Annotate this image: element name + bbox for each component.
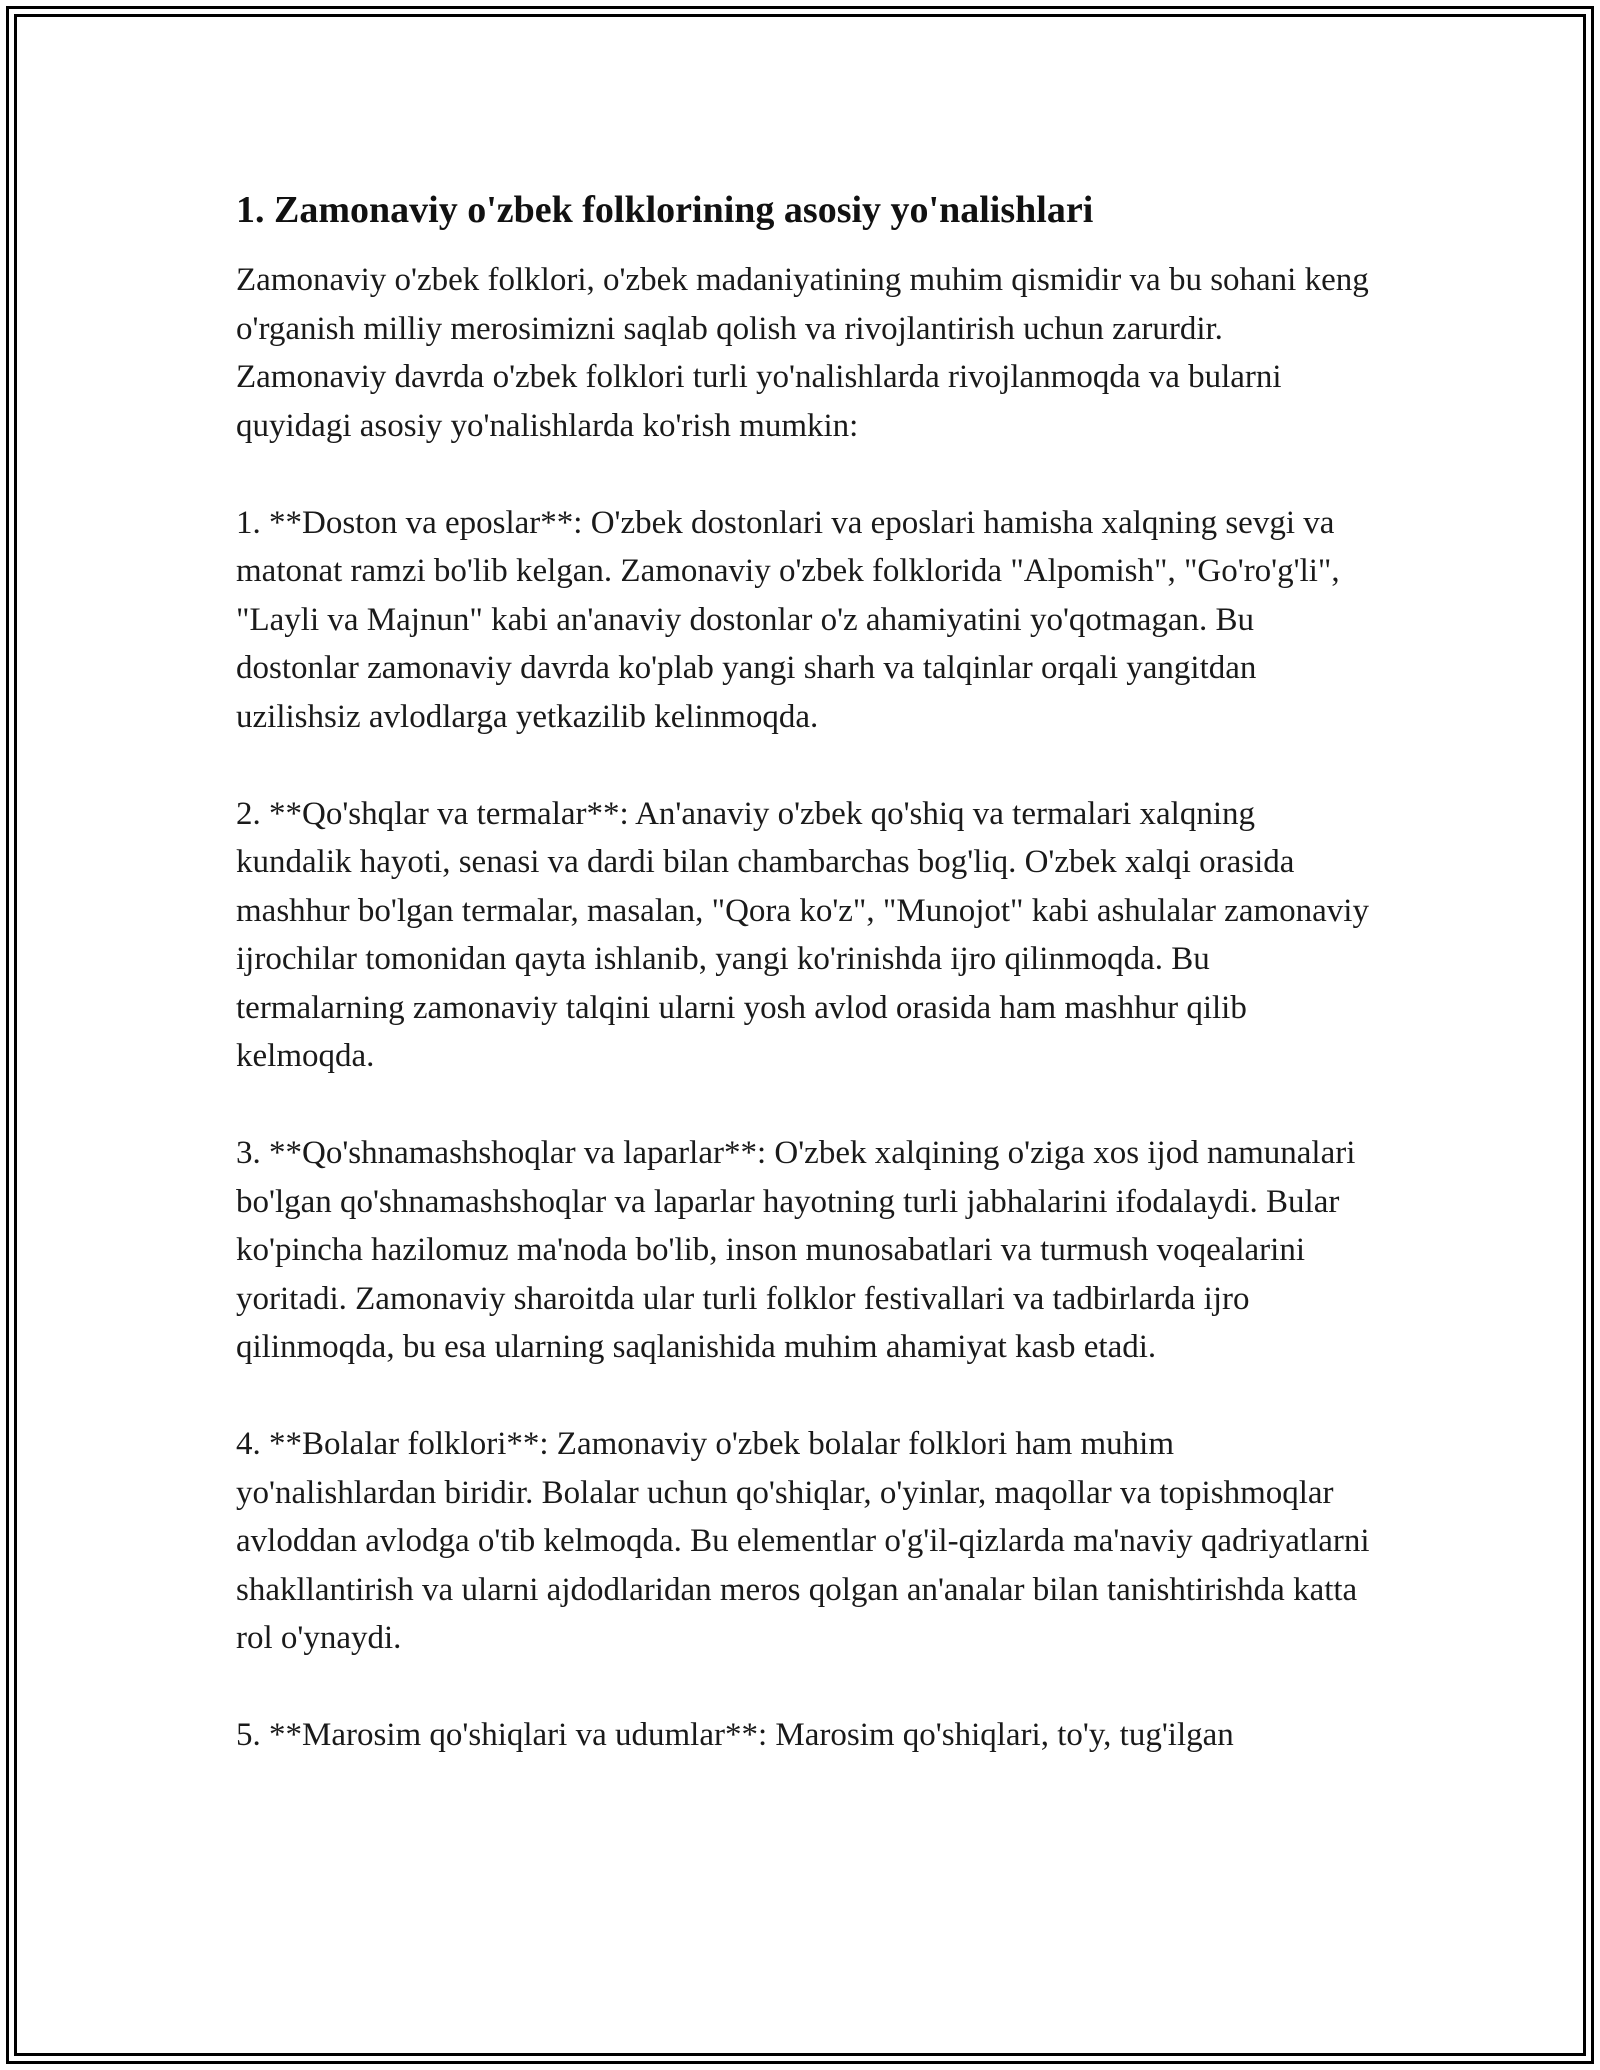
paragraph-marosim-qoshiqlari: 5. **Marosim qo'shiqlari va udumlar**: Marosim qo'shiqlari, to'y, tug'ilgan	[236, 1717, 1234, 1753]
paragraph-doston-eposlar: 1. **Doston va eposlar**: O'zbek dostonlari va eposlari hamisha xalqning sevgi va matonat ramzi bo'lib kelgan. Zamonaviy o'zbek folklorida "Alpomish", "Go'ro'g'li", "Layli va Majnun" kabi an'anaviy dostonlar o'z ahamiyatini yo'qotmagan. Bu dostonlar zamonaviy davrda ko'plab yangi sharh va talqinlar orqali yangitdan uzilishsiz avlodlarga yetkazilib kelinmoqda.	[236, 504, 1340, 735]
paragraph-bolalar-folklori: 4. **Bolalar folklori**: Zamonaviy o'zbek bolalar folklori ham muhim yo'nalishlardan biridir. Bolalar uchun qo'shiqlar, o'yinlar, maqollar va topishmoqlar avloddan avlodga o'tib kelmoqda. Bu elementlar o'g'il-qizlarda ma'naviy qadriyatlarni shakllantirish va ularni ajdodlaridan meros qolgan an'analar bilan tanishtirishda katta rol o'ynaydi.	[236, 1426, 1370, 1656]
intro-paragraph: Zamonaviy o'zbek folklori, o'zbek madaniyatining muhim qismidir va bu sohani keng o'rganish milliy merosimizni saqlab qolish va rivojlantirish uchun zarurdir. Zamonaviy davrda o'zbek folklori turli yo'nalishlarda rivojlanmoqda va bularni quyidagi asosiy yo'nalishlarda ko'rish mumkin:	[236, 262, 1369, 444]
paragraph-qoshiqlar-termalar: 2. **Qo'shqlar va termalar**: An'anaviy o'zbek qo'shiq va termalari xalqning kundalik hayoti, senasi va dardi bilan chambarchas bog'liq. O'zbek xalqi orasida mashhur bo'lgan termalar, masalan, "Qora ko'z", "Munojot" kabi ashulalar zamonaviy ijrochilar tomonidan qayta ishlanib, yangi ko'rinishda ijro qilinmoqda. Bu termalarning zamonaviy talqini ularni yosh avlod orasida ham mashhur qilib kelmoqda.	[236, 795, 1369, 1074]
paragraph-qoshnamashshoqlar-laparlar: 3. **Qo'shnamashshoqlar va laparlar**: O'zbek xalqining o'ziga xos ijod namunalari bo'lgan qo'shnamashshoqlar va laparlar hayotning turli jabhalarini ifodalaydi. Bular ko'pincha hazilomuz ma'noda bo'lib, inson munosabatlari va turmush voqealarini yoritadi. Zamonaviy sharoitda ular turli folklor festivallari va tadbirlarda ijro qilinmoqda, bu esa ularning saqlanishida muhim ahamiyat kasb etadi.	[236, 1135, 1356, 1365]
document-title: 1. Zamonaviy o'zbek folklorining asosiy yo'nalishlari	[236, 189, 1094, 231]
document-body	[236, 186, 1376, 1760]
